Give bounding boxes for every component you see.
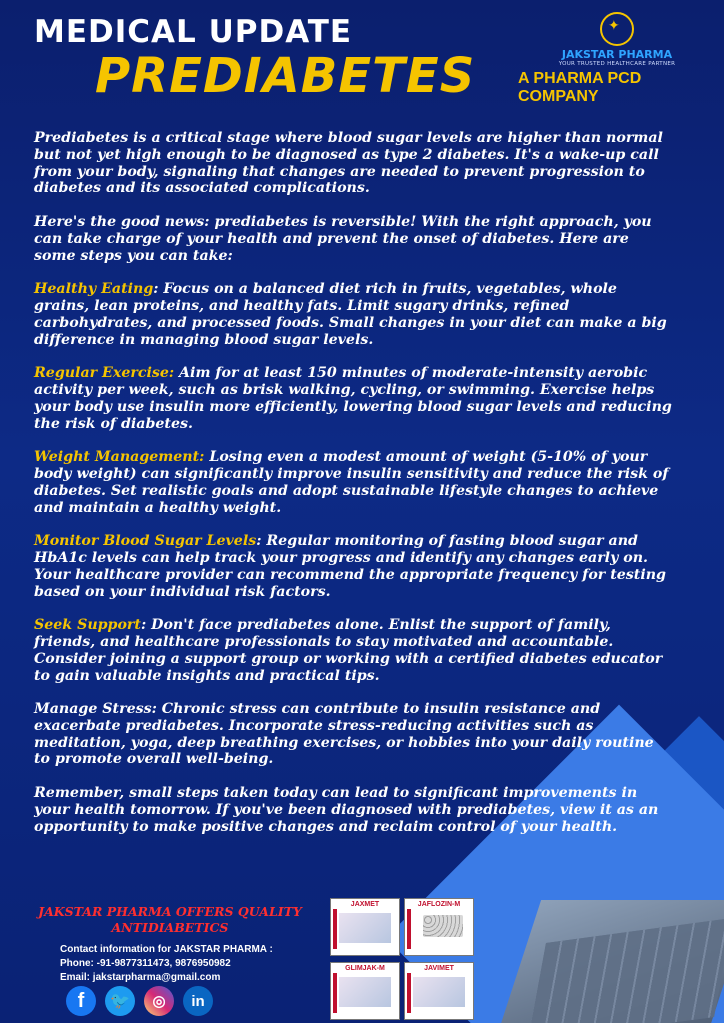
offer-heading <box>20 904 320 936</box>
tip-paragraph <box>34 617 674 684</box>
tip-heading: Seek Support <box>34 617 141 634</box>
tip-text: : Regular monitoring of fasting blood sugar and HbA1c levels can help track your progress and identify any changes early on. Your healthcare provider can recommend the appropriate frequency for testing based on your individual risk factors. <box>34 533 666 600</box>
logo-icon: ✦ <box>600 12 634 46</box>
tip-heading: Healthy Eating <box>34 281 154 298</box>
tip-paragraph <box>34 365 674 432</box>
tip-heading: Weight Management: <box>34 449 205 466</box>
tip-paragraph <box>34 281 674 348</box>
product-javimet <box>404 962 474 1020</box>
linkedin-icon[interactable]: in <box>183 986 213 1016</box>
facebook-icon[interactable]: f <box>66 986 96 1016</box>
tip-heading: Monitor Blood Sugar Levels <box>34 533 257 550</box>
logo-name: JAKSTAR PHARMA <box>561 48 673 61</box>
contact-email[interactable]: Email: jakstarpharma@gmail.com <box>60 972 221 983</box>
contact-phone[interactable]: Phone: -91-9877311473, 9876950982 <box>60 958 231 969</box>
logo-tagline: YOUR TRUSTED HEALTHCARE PARTNER <box>558 61 676 67</box>
product-box-image <box>413 977 465 1007</box>
product-stripe <box>407 973 411 1013</box>
tip-paragraph <box>34 533 674 600</box>
intro-paragraph: Prediabetes is a critical stage where blood sugar levels are higher than normal but not yet high enough to be diagnosed as type 2 diabetes. It's a wake-up call from your body, signaling that changes are needed to prevent progression to diabetes and its associated complications. <box>34 130 663 197</box>
title-prediabetes: PREDIABETES <box>95 48 476 104</box>
instagram-icon[interactable]: ◎ <box>144 986 174 1016</box>
offer-line-2: ANTIDIABETICS <box>111 920 229 935</box>
closing-paragraph: Remember, small steps taken today can lead to significant improvements in your health tomorrow. If you've been diagnosed with prediabetes, view it as an opportunity to make positive changes and reclaim control of your health. <box>34 785 659 835</box>
product-name: JAFLOZIN-M <box>417 901 461 908</box>
title-medical-update: MEDICAL UPDATE <box>34 14 353 50</box>
tip-text: Losing even a modest amount of weight (5-10% of your body weight) can significantly improve insulin sensitivity and reduce the risk of diabetes. Set realistic goals and adopt sustainable lifestyle changes to achieve and maintain a healthy weight. <box>34 449 669 516</box>
contact-heading: Contact information for JAKSTAR PHARMA : <box>60 944 273 955</box>
product-stripe <box>333 909 337 949</box>
product-stripe <box>333 973 337 1013</box>
product-name: JAXMET <box>350 901 380 908</box>
offer-line-1: JAKSTAR PHARMA OFFERS QUALITY <box>38 904 302 919</box>
brand-logo <box>557 12 677 67</box>
product-name: JAVIMET <box>424 965 454 972</box>
tip-text: : Focus on a balanced diet rich in fruits, vegetables, whole grains, lean proteins, and healthy fats. Limit sugary drinks, refined carbohydrates, and processed foods. Small changes in your diet can make a big difference in managing blood sugar levels. <box>34 281 667 348</box>
product-jaflozin-m <box>404 898 474 956</box>
product-stripe <box>407 909 411 949</box>
product-glimjak-m <box>330 962 400 1020</box>
tip-heading: Regular Exercise: <box>34 365 175 382</box>
stress-paragraph: Manage Stress: Chronic stress can contribute to insulin resistance and exacerbate prediabetes. Incorporate stress-reducing activities such as meditation, yoga, deep breathing exercises, or hobbies into your daily routine to promote overall well-being. <box>34 701 654 768</box>
product-jaxmet <box>330 898 400 956</box>
social-links <box>66 986 213 1016</box>
product-box-image <box>339 977 391 1007</box>
article-body <box>34 130 674 852</box>
tip-text: Aim for at least 150 minutes of moderate-intensity aerobic activity per week, such as brisk walking, cycling, or swimming. Exercise helps your body use insulin more efficiently, lowering blood sugar levels and reducing the risk of diabetes. <box>34 365 672 432</box>
contact-info <box>60 943 273 985</box>
tip-paragraph <box>34 449 674 516</box>
product-name: GLIMJAK-M <box>345 965 385 972</box>
tip-text: : Don't face prediabetes alone. Enlist the support of family, friends, and healthcare professionals to stay motivated and accountable. Consider joining a support group or working with a certified diabetes educator to gain valuable insights and practical tips. <box>34 617 663 684</box>
good-news-paragraph: Here's the good news: prediabetes is reversible! With the right approach, you can take charge of your health and prevent the onset of diabetes. Here are some steps you can take: <box>34 213 652 264</box>
product-blister-image <box>423 915 463 937</box>
product-box-image <box>339 913 391 943</box>
twitter-icon[interactable]: 🐦 <box>105 986 135 1016</box>
company-tagline: A PHARMA PCD COMPANY <box>518 70 642 105</box>
